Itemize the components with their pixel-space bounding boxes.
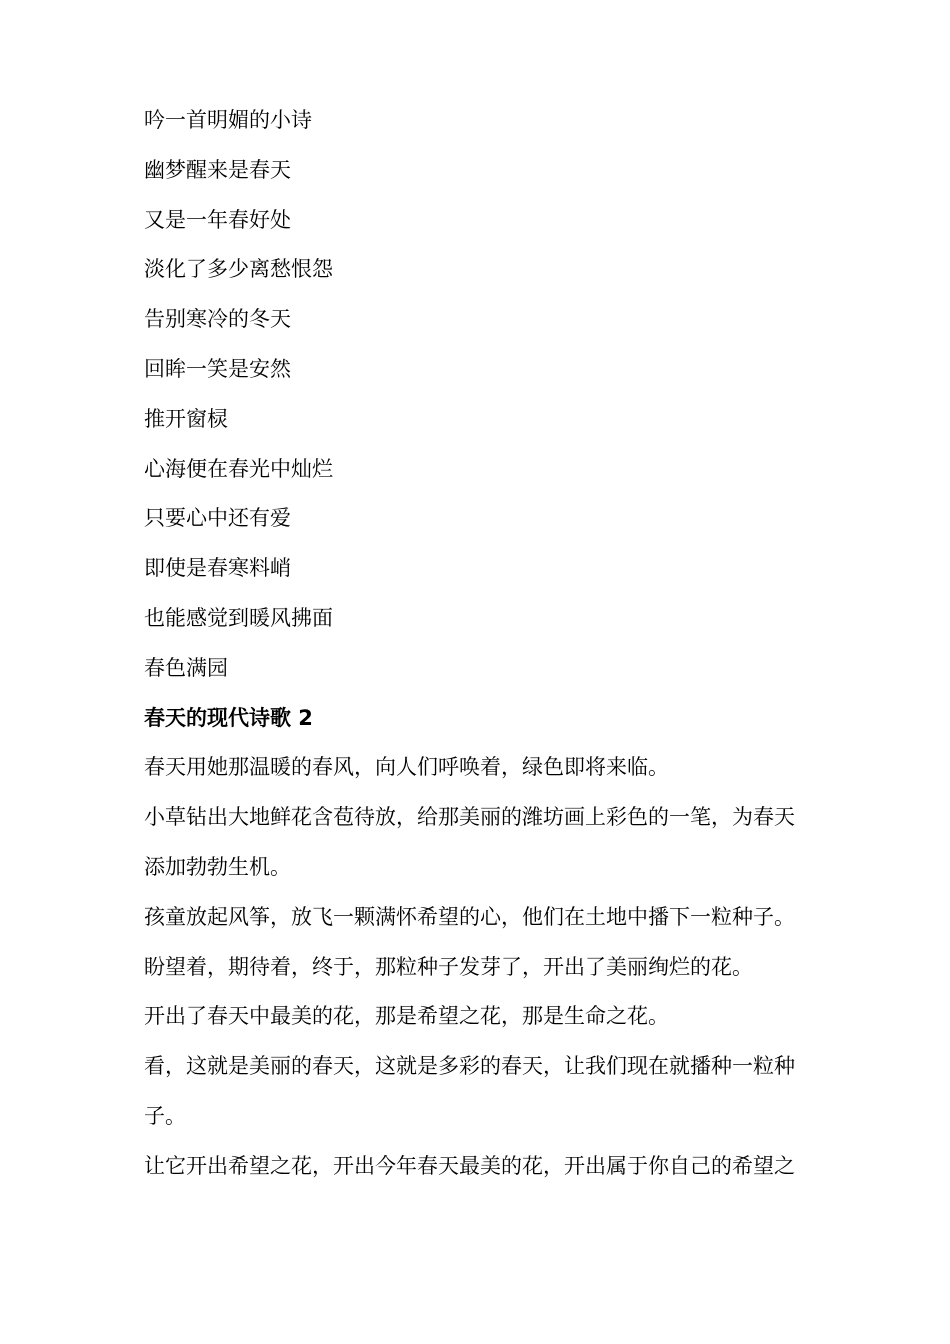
poem-line: 又是一年春好处 [144, 207, 291, 232]
paragraph-line: 开出了春天中最美的花，那是希望之花，那是生命之花。 [144, 1004, 669, 1029]
paragraph-line: 让它开出希望之花，开出今年春天最美的花，开出属于你自己的希望之 [144, 1153, 795, 1178]
paragraph-line: 春天用她那温暖的春风，向人们呼唤着，绿色即将来临。 [144, 755, 669, 780]
poem-line: 吟一首明媚的小诗 [144, 108, 312, 132]
paragraph-line: 子。 [144, 1103, 186, 1128]
paragraph-line: 添加勃勃生机。 [144, 854, 291, 879]
poem-line: 春色满园 [144, 655, 228, 680]
paragraph-line: 看，这就是美丽的春天，这就是多彩的春天，让我们现在就播种一粒种 [144, 1054, 795, 1079]
section-heading: 春天的现代诗歌 2 [144, 705, 313, 730]
document-body [144, 96, 824, 1192]
poem-line: 只要心中还有爱 [144, 506, 291, 531]
paragraph-line: 盼望着，期待着，终于，那粒种子发芽了，开出了美丽绚烂的花。 [144, 954, 753, 979]
poem-line: 心海便在春光中灿烂 [144, 456, 333, 481]
paragraph-line: 小草钻出大地鲜花含苞待放，给那美丽的潍坊画上彩色的一笔，为春天 [144, 805, 795, 830]
poem-line: 淡化了多少离愁恨怨 [144, 257, 333, 282]
poem-line: 也能感觉到暖风拂面 [144, 605, 333, 630]
paragraph-line: 孩童放起风筝，放飞一颗满怀希望的心，他们在土地中播下一粒种子。 [144, 904, 795, 929]
poem-line: 推开窗棂 [144, 406, 228, 431]
poem-line: 告别寒冷的冬天 [144, 307, 291, 332]
poem-line: 回眸一笑是安然 [144, 356, 291, 381]
poem-line: 即使是春寒料峭 [144, 556, 291, 581]
poem-line: 幽梦醒来是春天 [144, 157, 291, 182]
